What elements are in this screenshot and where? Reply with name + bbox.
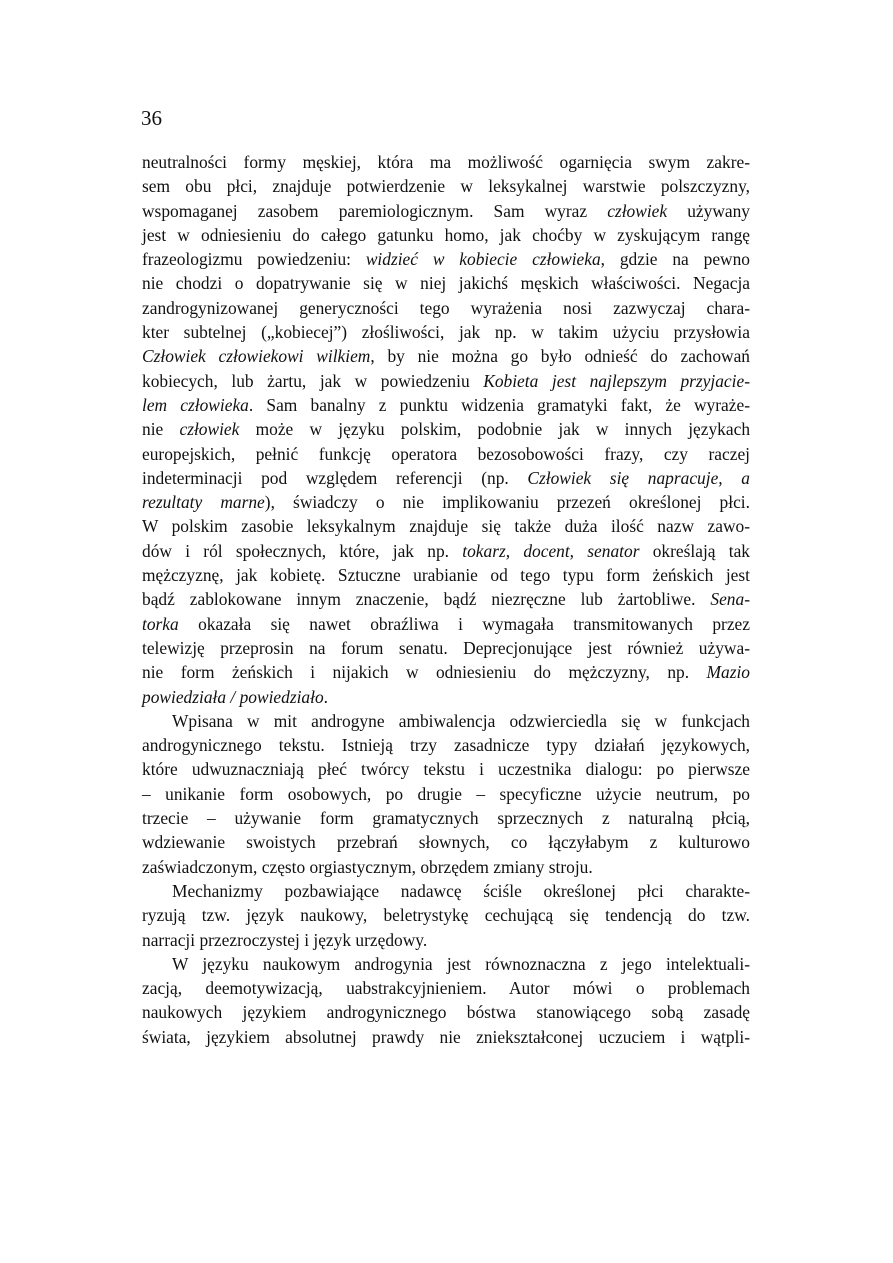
body-text [142, 150, 750, 1049]
text-line: nie chodzi o dopatrywanie się w niej jakichś męskich właściwości. Negacja [142, 273, 750, 294]
text-line: kter subtelnej („kobiecej”) złośliwości, jak np. w takim użyciu przysłowia [142, 322, 750, 343]
text-line: nie człowiek może w języku polskim, podobnie jak w innych językach [142, 419, 751, 440]
text-line: bądź zablokowane innym znaczenie, bądź niezręczne lub żartobliwe. Sena- [142, 589, 750, 610]
text-line: mężczyznę, jak kobietę. Sztuczne urabianie od tego typu form żeńskich jest [142, 565, 750, 586]
text-line: frazeologizmu powiedzeniu: widzieć w kobiecie człowieka, gdzie na pewno [142, 249, 750, 270]
text-line: narracji przezroczystej i język urzędowy. [142, 929, 428, 950]
text-line: zaświadczonym, często orgiastycznym, obrzędem zmiany stroju. [142, 856, 593, 877]
text-line: torka okazała się nawet obraźliwa i wymagała transmitowanych przez [142, 613, 750, 634]
text-line: Mechanizmy pozbawiające nadawcę ściśle określonej płci charakte- [172, 880, 750, 901]
text-line: Człowiek człowiekowi wilkiem, by nie można go było odnieść do zachowań [142, 346, 750, 367]
text-line: wdziewanie swoistych przebrań słownych, co łączyłabym z kulturowo [142, 832, 750, 853]
text-line: trzecie – używanie form gramatycznych sprzecznych z naturalną płcią, [142, 808, 750, 829]
text-line: indeterminacji pod względem referencji (np. Człowiek się napracuje, a [142, 467, 750, 488]
text-line: zacją, deemotywizacją, uabstrakcyjnieniem. Autor mówi o problemach [142, 978, 750, 999]
text-line: wspomaganej zasobem paremiologicznym. Sam wyraz człowiek używany [142, 200, 750, 221]
text-line: – unikanie form osobowych, po drugie – specyficzne użycie neutrum, po [142, 783, 750, 804]
text-line: jest w odniesieniu do całego gatunku homo, jak choćby w zyskującym rangę [142, 224, 750, 245]
text-line: europejskich, pełnić funkcję operatora bezosobowości frazy, czy raczej [142, 443, 750, 464]
text-line: neutralności formy męskiej, która ma możliwość ogarnięcia swym zakre- [142, 152, 750, 172]
text-line: sem obu płci, znajduje potwierdzenie w leksykalnej warstwie polszczyzny, [142, 176, 750, 197]
text-line: W polskim zasobie leksykalnym znajduje się także duża ilość nazw zawo- [142, 516, 750, 537]
text-line: Wpisana w mit androgyne ambiwalencja odzwierciedla się w funkcjach [172, 710, 750, 731]
text-line: lem człowieka. Sam banalny z punktu widzenia gramatyki fakt, że wyraże- [142, 394, 750, 415]
text-line: kobiecych, lub żartu, jak w powiedzeniu Kobieta jest najlepszym przyjacie- [142, 370, 750, 391]
text-line: W języku naukowym androgynia jest równoznaczna z jego intelektuali- [172, 953, 750, 974]
text-line: rezultaty marne), świadczy o nie implikowaniu przezeń określonej płci. [142, 492, 750, 513]
page-number: 36 [141, 106, 162, 130]
text-line: naukowych językiem androgynicznego bóstwa stanowiącego sobą zasadę [142, 1002, 750, 1023]
text-line: telewizję przeprosin na forum senatu. Deprecjonujące jest również używa- [142, 637, 750, 658]
text-line: dów i ról społecznych, które, jak np. tokarz, docent, senator określają tak [142, 540, 750, 561]
text-line: ryzują tzw. język naukowy, beletrystykę cechującą się tendencją do tzw. [142, 905, 750, 926]
text-line: świata, językiem absolutnej prawdy nie zniekształconej uczuciem i wątpli- [142, 1026, 750, 1047]
text-line: nie form żeńskich i nijakich w odniesieniu do mężczyzny, np. Mazio [142, 662, 750, 683]
text-line: androgynicznego tekstu. Istnieją trzy zasadnicze typy działań językowych, [142, 735, 750, 756]
text-line: powiedziała / powiedziało. [142, 686, 329, 707]
text-line: zandrogynizowanej generyczności tego wyrażenia nosi zazwyczaj chara- [142, 297, 750, 318]
text-line: które udwuznaczniają płeć twórcy tekstu i uczestnika dialogu: po pierwsze [142, 759, 750, 780]
